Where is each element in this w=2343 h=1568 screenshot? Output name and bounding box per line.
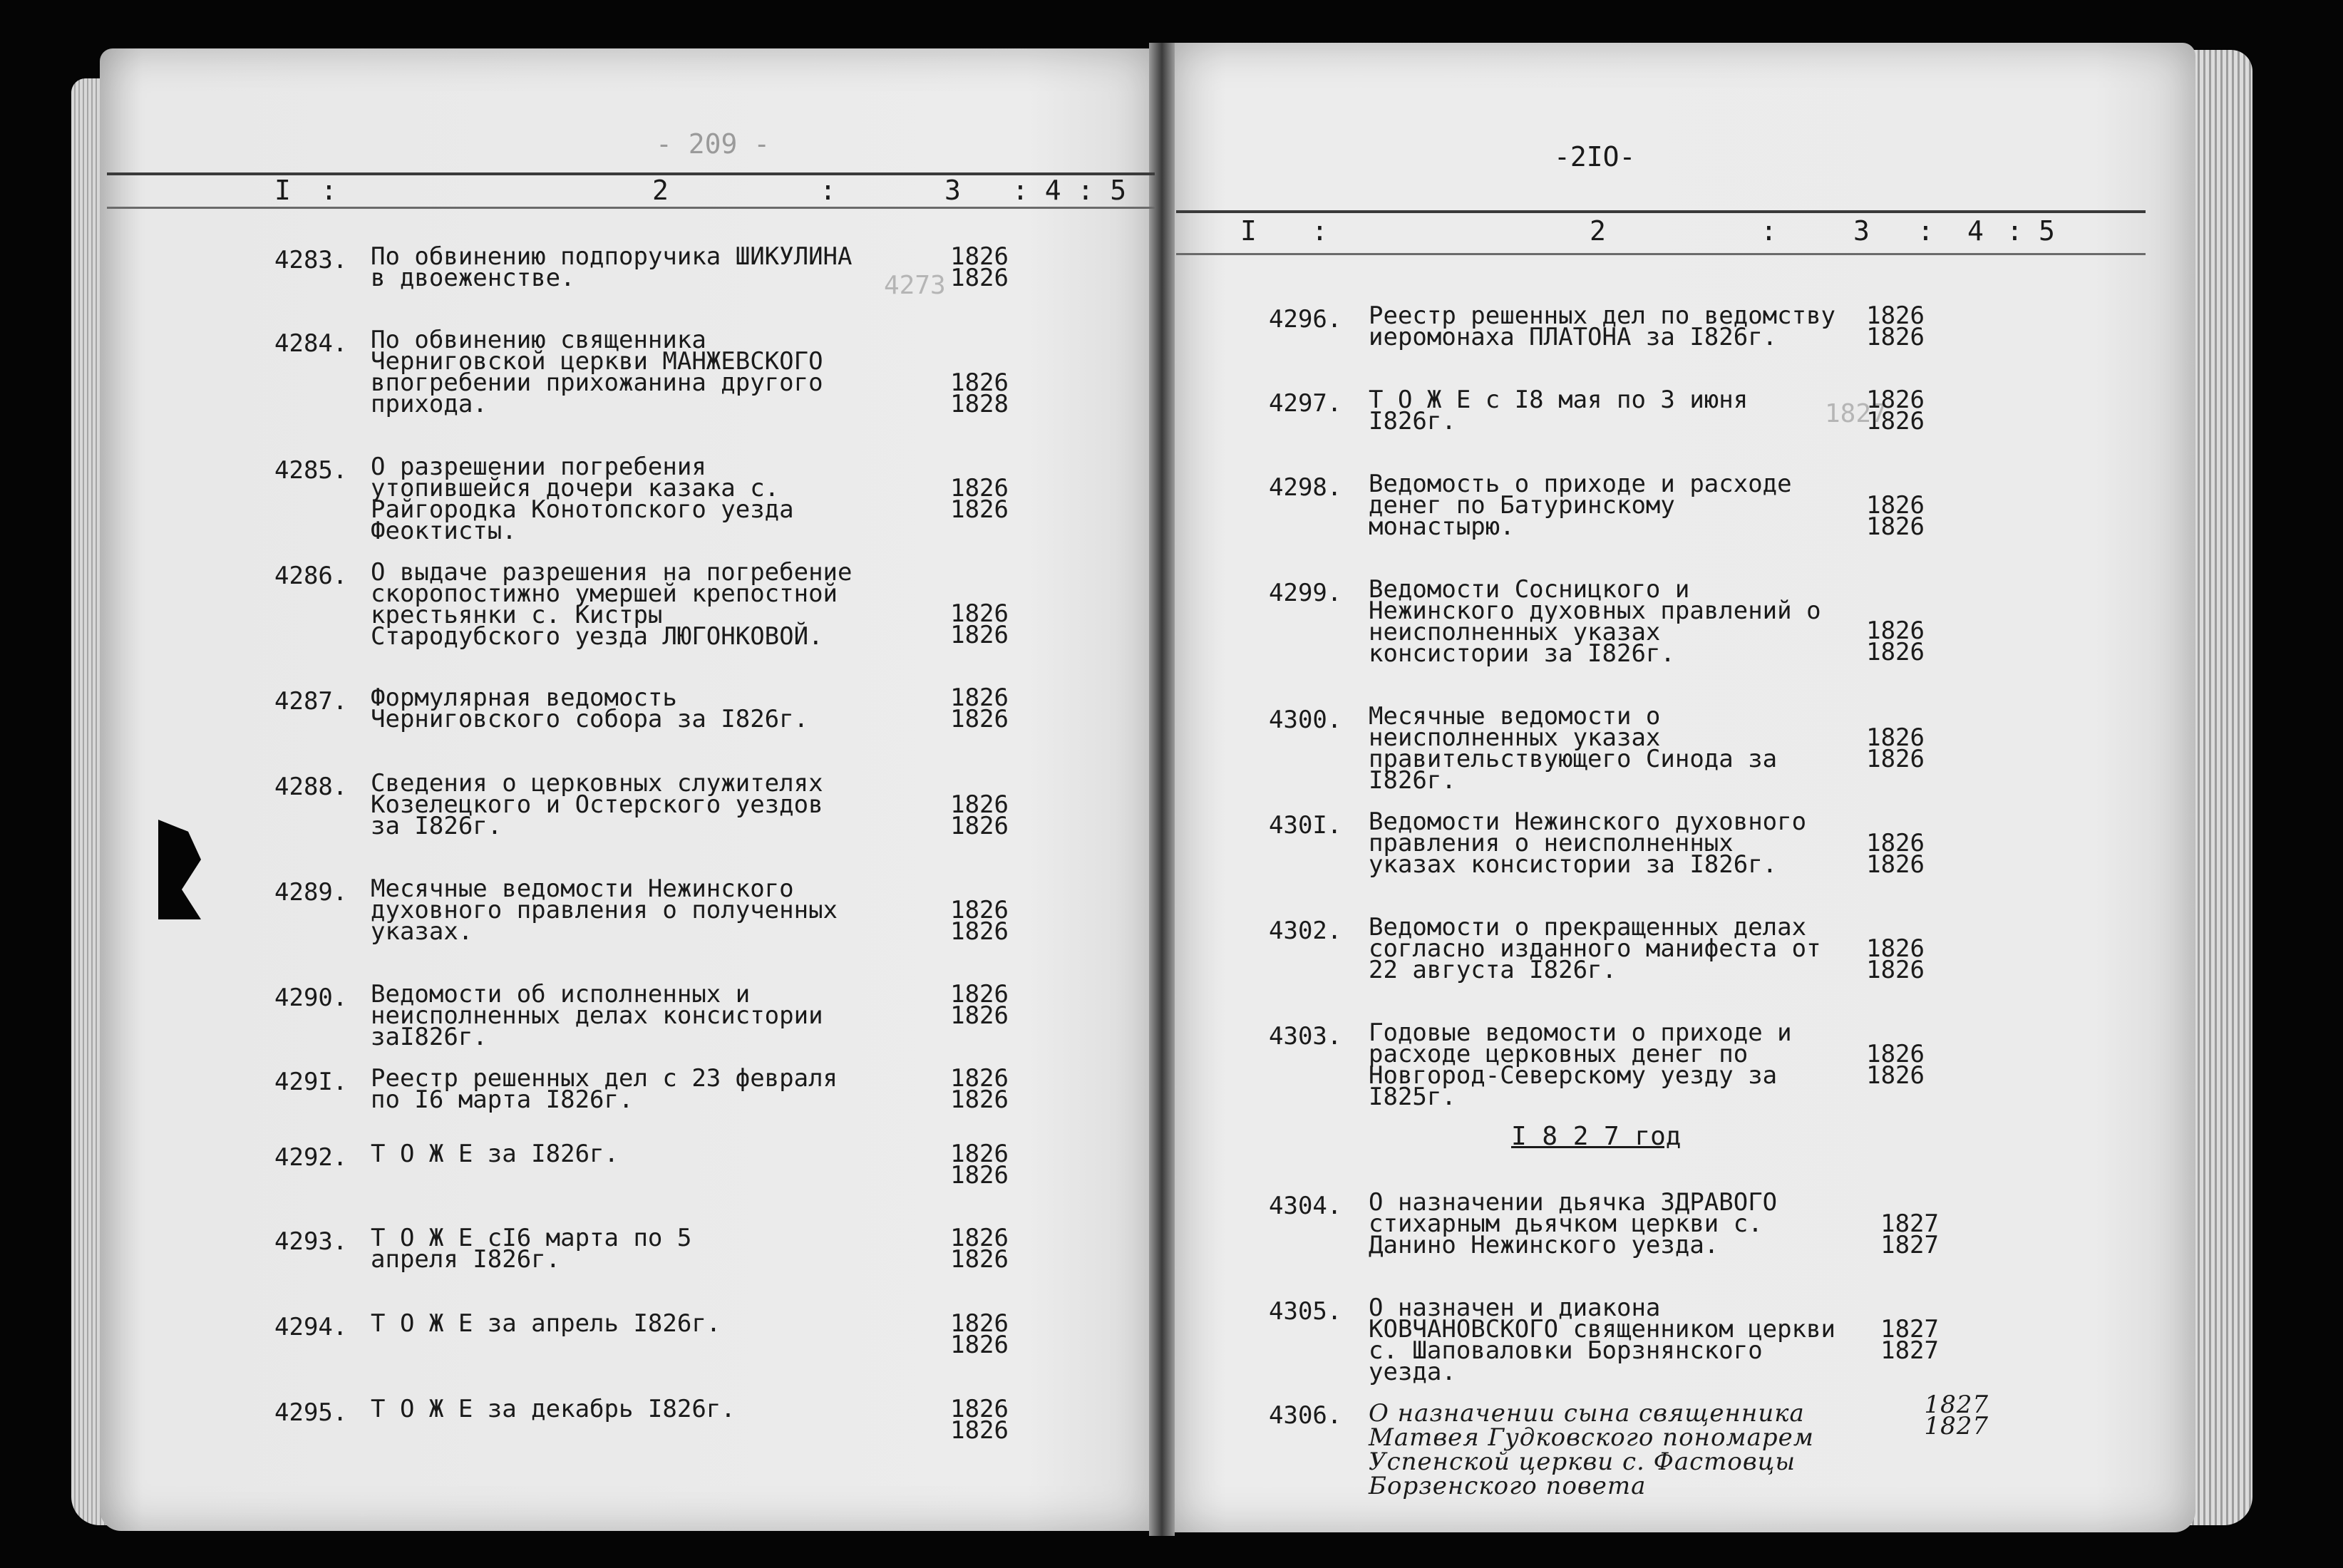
entry-description: По обвинению священника Черниговской церкви МАНЖЕВСКОГО впогребении прихожанина другого прихода.	[371, 326, 823, 418]
entry-description: Реестр решенных дел по ведомству иеромонаха ПЛАТОНА за I826г.	[1369, 301, 1836, 351]
right-col-sep: :	[1312, 215, 1328, 247]
entry-years: 1826 1826	[950, 599, 1009, 649]
entry-number: 4303.	[1269, 1022, 1342, 1051]
entry-number: 4299.	[1269, 579, 1342, 607]
entry-number: 4289.	[274, 878, 348, 907]
handwritten-years: 1827 1827	[1924, 1391, 1989, 1440]
entry-description: О назначении дьячка ЗДРАВОГО стихарным дьячком церкви с. Данино Нежинского уезда.	[1369, 1188, 1778, 1259]
entry-years: 1826 1826	[950, 1395, 1009, 1445]
entry-number: 4304.	[1269, 1192, 1342, 1220]
right-col-sep: :	[1917, 215, 1934, 247]
right-col-sep: :	[2007, 215, 2023, 247]
entry-description: Месячные ведомости Нежинского духовного правления о полученных указах.	[371, 875, 838, 946]
left-header-rule-top	[107, 172, 1155, 175]
entry-years: 1826 1826	[950, 980, 1009, 1030]
entry-description: Формулярная ведомость Черниговского собора за I826г.	[371, 684, 809, 733]
entry-years: 1826 1826	[950, 684, 1009, 733]
entry-number: 4290.	[274, 984, 348, 1012]
entry-years: 1826 1826	[1866, 1040, 1925, 1090]
entry-years: 1826 1826	[1866, 301, 1925, 351]
left-col-header-2: 2	[652, 175, 669, 206]
entry-description: Ведомости об исполненных и неисполненных делах консистории заI826г.	[371, 980, 823, 1051]
left-col-header-3: 3	[944, 175, 961, 206]
right-header-rule-bottom	[1176, 253, 2146, 255]
entry-number: 4298.	[1269, 473, 1342, 502]
entry-years: 1826 1826	[950, 896, 1009, 946]
entry-years: 1826 1826	[1866, 617, 1925, 666]
entry-years: 1826 1828	[950, 368, 1009, 418]
entry-number: 4293.	[274, 1227, 348, 1256]
entry-description: По обвинению подпоручика ШИКУЛИНА в двоеженстве.	[371, 242, 853, 292]
entry-description: Т О Ж Е за апрель I826г.	[371, 1309, 721, 1338]
entry-number: 4295.	[274, 1398, 348, 1427]
right-header-rule-top	[1176, 210, 2146, 213]
entry-description: Т О Ж Е сI6 марта по 5 апреля I826г.	[371, 1224, 692, 1274]
entry-description: Годовые ведомости о приходе и расходе церковных денег по Новгород-Северскому уезду за I825г.	[1369, 1018, 1792, 1111]
entry-description: Ведомости Нежинского духовного правления о неисполненных указах консистории за I826г.	[1369, 808, 1807, 879]
entry-number: 4285.	[274, 456, 348, 485]
right-col-sep: :	[1761, 215, 1777, 247]
entry-years: 1826 1826	[950, 1224, 1009, 1274]
entry-description: Ведомость о приходе и расходе денег по Батуринскому монастырю.	[1369, 470, 1792, 541]
right-col-header-4: 4	[1967, 215, 1984, 247]
entry-number: 4288.	[274, 773, 348, 801]
right-col-header-2: 2	[1590, 215, 1606, 247]
left-col-sep: :	[321, 175, 337, 206]
entry-description: Месячные ведомости о неисполненных указах правительствующего Синода за I826г.	[1369, 702, 1778, 795]
right-col-header-1: I	[1240, 215, 1257, 247]
left-col-header-1: I	[274, 175, 291, 206]
entry-description: Ведомости о прекращенных делах согласно изданного манифеста от 22 августа I826г.	[1369, 913, 1821, 984]
section-title-1827: I 8 2 7 год	[1511, 1122, 1682, 1151]
entry-years: 1826 1826	[1866, 386, 1925, 435]
entry-years: 1826 1826	[950, 474, 1009, 524]
book-gutter	[1149, 43, 1175, 1536]
entry-years: 1826 1826	[1866, 723, 1925, 773]
left-page-number: - 209 -	[656, 128, 771, 160]
entry-description: Сведения о церковных служителях Козелецкого и Остерского уездов за I826г.	[371, 769, 823, 840]
entry-years: 1826 1826	[1866, 829, 1925, 879]
entry-years: 1826 1826	[950, 1309, 1009, 1359]
bleed-through-text: 4273	[884, 271, 946, 300]
entry-years: 1826 1826	[1866, 934, 1925, 984]
bleed-through-text: 1827	[1825, 399, 1887, 428]
entry-number: 4284.	[274, 329, 348, 358]
entry-number: 429I.	[274, 1068, 348, 1096]
entry-number: 4305.	[1269, 1297, 1342, 1326]
entry-description: Т О Ж Е с I8 мая по 3 июня I826г.	[1369, 386, 1749, 435]
right-page-edges	[2188, 50, 2252, 1525]
entry-description: О разрешении погребения утопившейся дочери казака с. Райгородка Конотопского уезда Феоктисты.	[371, 453, 794, 545]
left-header-rule-bottom	[107, 207, 1155, 209]
entry-years: 1827 1827	[1880, 1315, 1939, 1365]
entry-number: 4283.	[274, 246, 348, 274]
entry-number: 4302.	[1269, 917, 1342, 945]
entry-description: Т О Ж Е за декабрь I826г.	[371, 1395, 736, 1423]
left-col-header-4-5: : 4 : 5	[1012, 175, 1127, 206]
handwritten-description: О назначении сына священника Матвея Гудковского пономарем Успенской церкви с. Фастовцы Борзенского повета	[1369, 1399, 1814, 1500]
entry-years: 1826 1826	[1866, 491, 1925, 541]
right-col-header-3: 3	[1853, 215, 1870, 247]
entry-years: 1826 1826	[950, 242, 1009, 292]
entry-description: О выдаче разрешения на погребение скоропостижно умершей крепостной крестьянки с. Кистры Стародубского уезда ЛЮГОНКОВОЙ.	[371, 558, 853, 651]
entry-description: Т О Ж Е за I826г.	[371, 1140, 619, 1168]
entry-years: 1826 1826	[950, 1140, 1009, 1190]
left-col-sep: :	[820, 175, 836, 206]
entry-description: О назначен и диакона КОВЧАНОВСКОГО священником церкви с. Шаповаловки Борзнянского уезда.	[1369, 1294, 1836, 1386]
entry-number: 4292.	[274, 1143, 348, 1172]
entry-description: Ведомости Сосницкого и Нежинского духовных правлений о неисполненных указах консистории за I826г.	[1369, 575, 1821, 668]
entry-years: 1826 1826	[950, 1064, 1009, 1114]
entry-number: 4287.	[274, 687, 348, 716]
entry-number: 4294.	[274, 1313, 348, 1341]
entry-years: 1826 1826	[950, 790, 1009, 840]
entry-description: Реестр решенных дел с 23 февраля по I6 марта I826г.	[371, 1064, 838, 1114]
entry-number: 430I.	[1269, 811, 1342, 840]
entry-number: 4297.	[1269, 389, 1342, 418]
right-col-header-5: 5	[2039, 215, 2055, 247]
right-page-number: -2IO-	[1554, 141, 1636, 172]
entry-number: 4306.	[1269, 1401, 1342, 1430]
entry-number: 4286.	[274, 562, 348, 590]
entry-number: 4300.	[1269, 706, 1342, 734]
entry-number: 4296.	[1269, 305, 1342, 334]
entry-years: 1827 1827	[1880, 1209, 1939, 1259]
